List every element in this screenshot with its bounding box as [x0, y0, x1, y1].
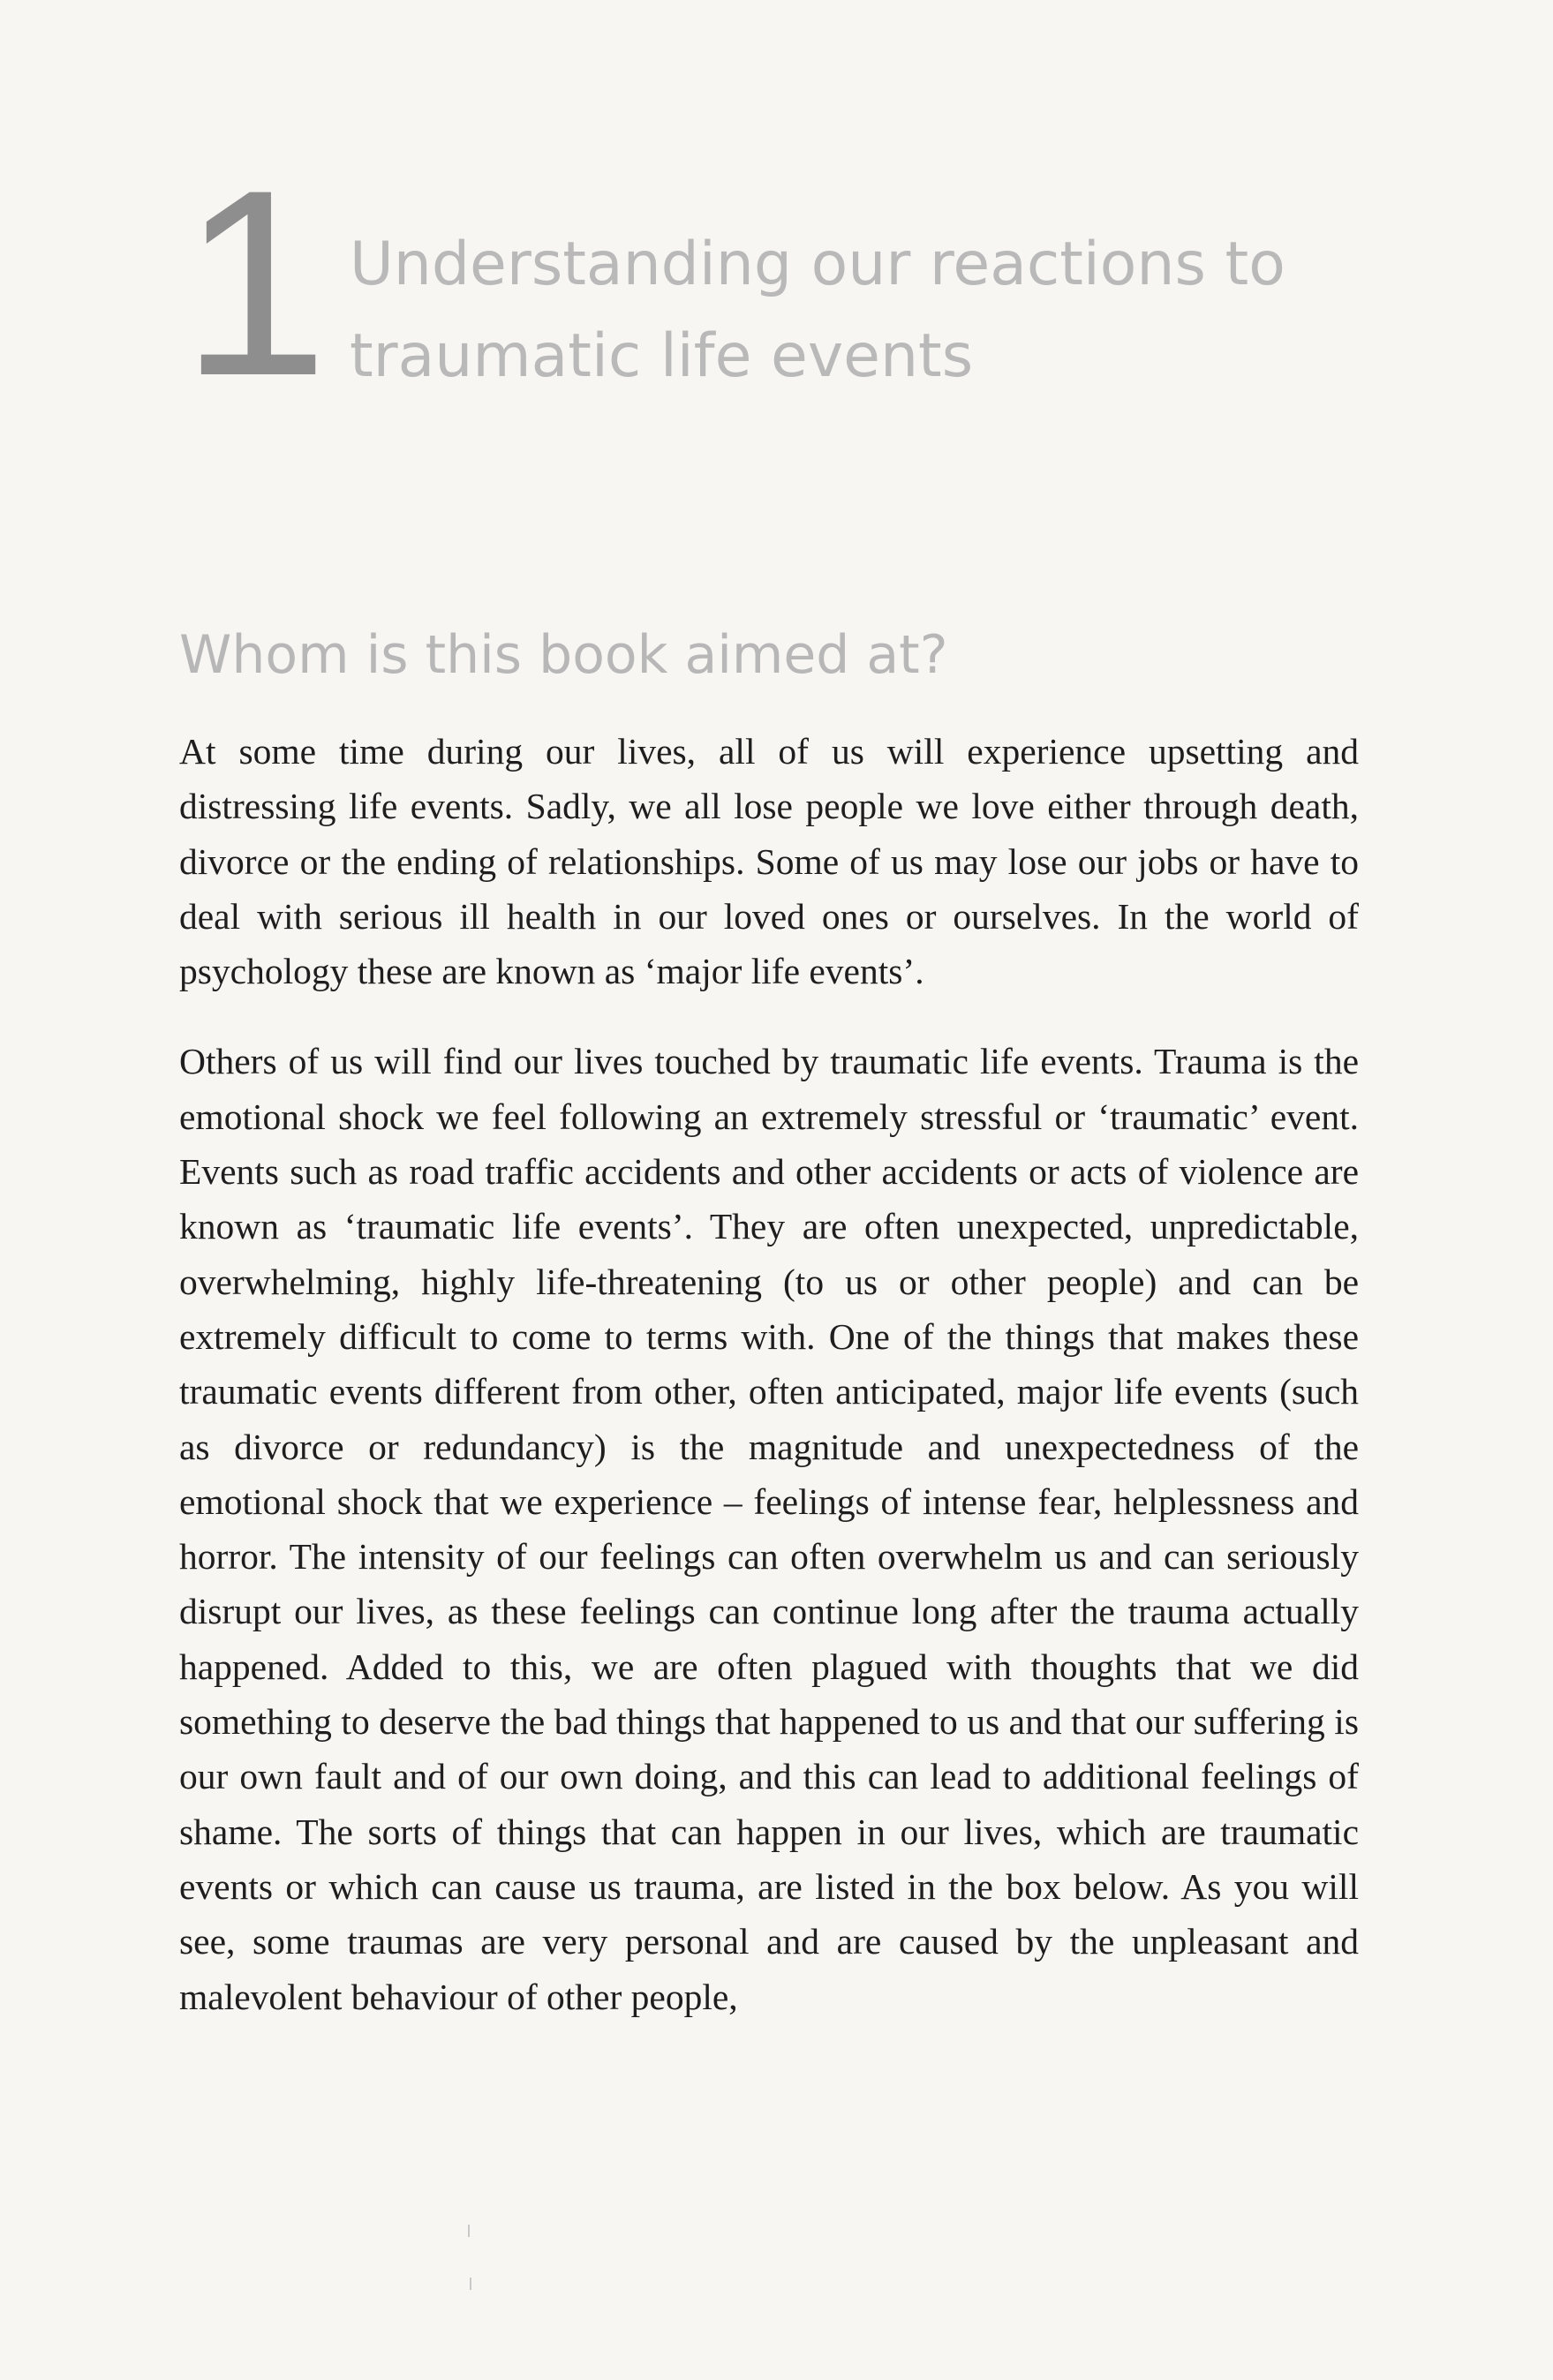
scan-mark [468, 2225, 470, 2237]
paragraph-2: Others of us will find our lives touched by traumatic life events. Trauma is the emotional shock we feel following an extremely stressful or ‘traumatic’ event. Events such as road traffic accidents and other accidents or acts of violence are known as ‘traumatic life events’. They are often unexpected, unpredictable, overwhelming, highly life-threatening (to us or other people) and can be extremely difficult to come to terms with. One of the things that makes these traumatic events different from other, often anticipated, major life events (such as divorce or redundancy) is the magnitude and unexpectedness of the emotional shock that we experience – feelings of intense fear, helplessness and horror. The intensity of our feelings can often overwhelm us and can seriously disrupt our lives, as these feelings can continue long after the trauma actually happened. Added to this, we are often plagued with thoughts that we did something to deserve the bad things that happened to us and that our suffering is our own fault and of our own doing, and this can lead to additional feelings of shame. The sorts of things that can happen in our lives, which are traumatic events or which can cause us trauma, are listed in the box below. As you will see, some traumas are very personal and are caused by the unpleasant and malevolent behaviour of other people, [179, 1041, 1359, 2017]
chapter-title-line-1: Understanding our reactions to [350, 230, 1285, 299]
paragraph-1: At some time during our lives, all of us will experience upsetting and distressing life events. Sadly, we all lose people we love either through death, divorce or the ending of relationships. Some of us may lose our jobs or have to deal with serious ill health in our loved ones or ourselves. In the world of psychology these are known as ‘major life events’. [179, 731, 1359, 992]
chapter-title-line-2: traumatic life events [350, 321, 974, 391]
scan-mark [470, 2278, 471, 2290]
chapter-number: 1 [181, 134, 320, 431]
section-heading: Whom is this book aimed at? [179, 624, 948, 686]
body-text [179, 724, 1359, 2060]
chapter-title [350, 219, 1409, 403]
